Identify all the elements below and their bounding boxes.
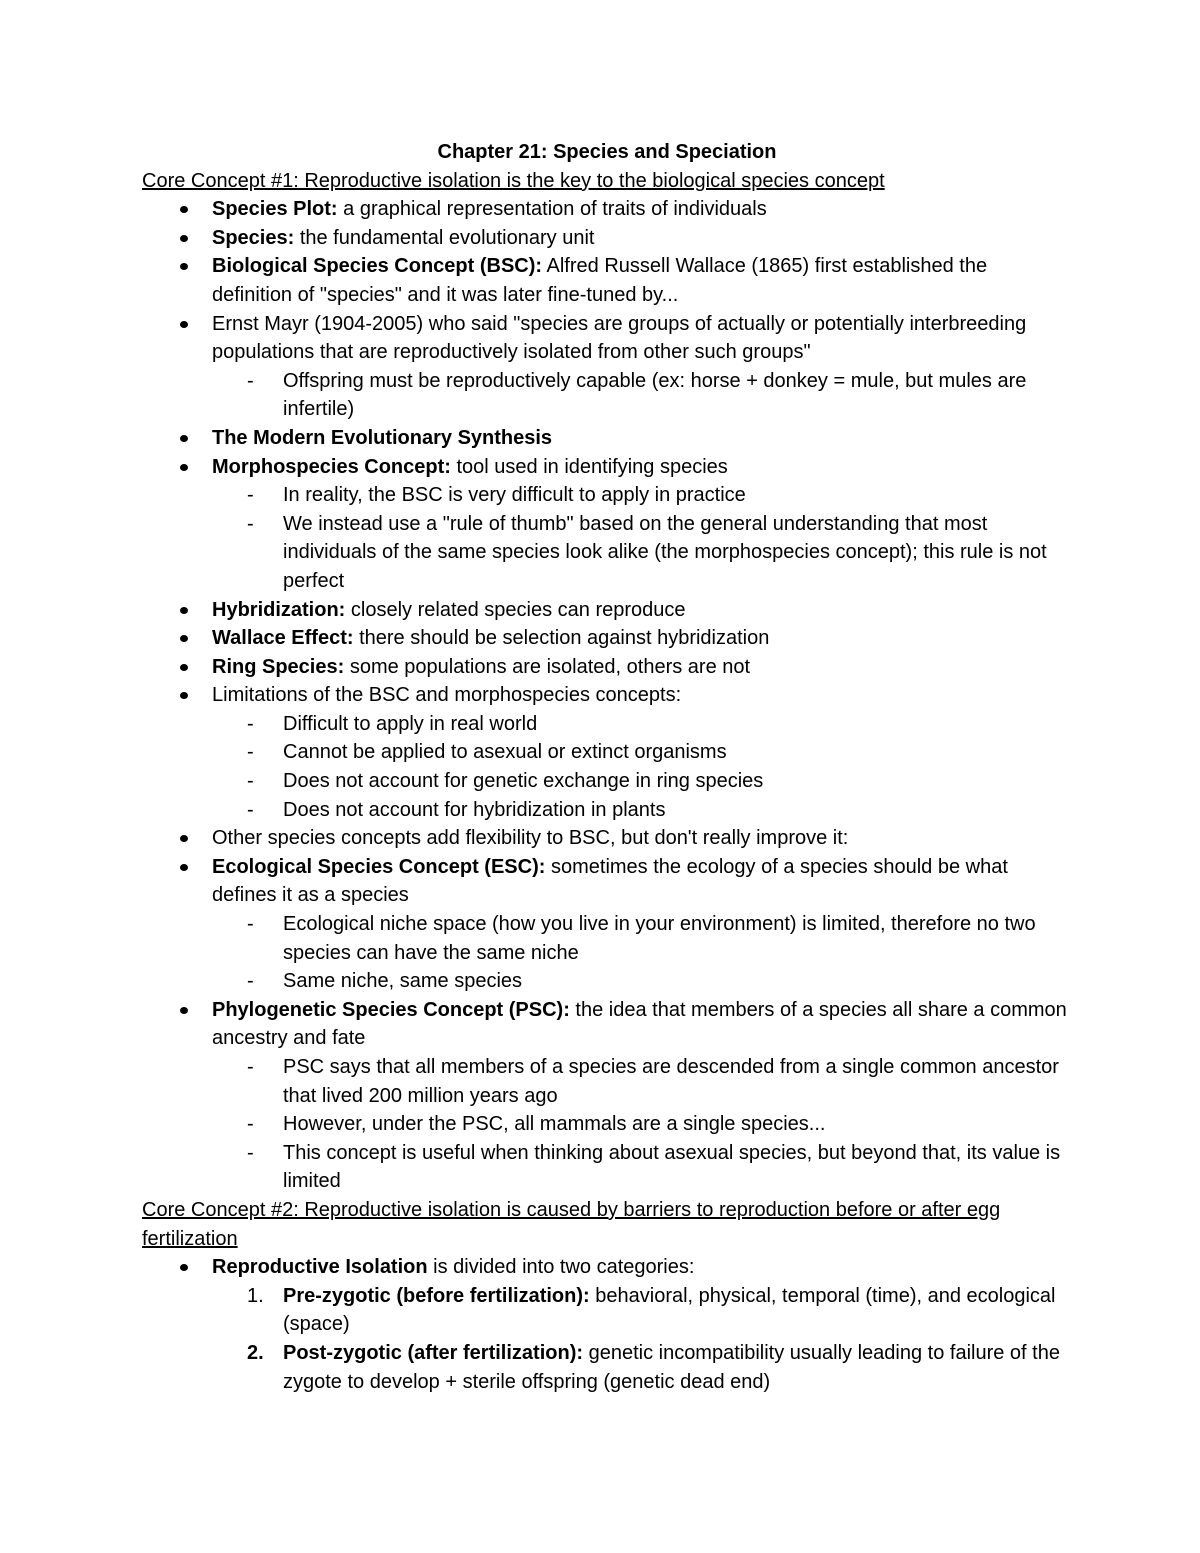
definition: a graphical representation of traits of individuals — [337, 198, 767, 221]
list-item — [212, 853, 1072, 996]
term: Morphospecies Concept: — [212, 455, 451, 478]
term: Hybridization: — [212, 598, 346, 621]
term: Ring Species: — [212, 655, 345, 678]
item-number: 2. — [247, 1341, 264, 1364]
numbered-item — [247, 1339, 1072, 1396]
sub-list-item: - We instead use a "rule of thumb" based on the general understanding that most individuals of the same species look alike (the morphospecies concept); this rule is not perfect — [283, 510, 1072, 596]
term: Wallace Effect: — [212, 627, 354, 650]
core-concept-1-heading: Core Concept #1: Reproductive isolation is the key to the biological species concept — [142, 169, 885, 192]
sub-list-item: - In reality, the BSC is very difficult to apply in practice — [283, 481, 1072, 510]
definition: is divided into two categories: — [427, 1256, 695, 1279]
list-item — [212, 681, 1072, 824]
sub-list-item: - Ecological niche space (how you live in your environment) is limited, therefore no two species can have the same niche — [283, 910, 1072, 967]
list-item — [212, 1253, 1072, 1396]
definition: tool used in identifying species — [450, 455, 728, 478]
sub-list-item: - Does not account for genetic exchange in ring species — [283, 767, 1072, 796]
numbered-item — [247, 1282, 1072, 1339]
definition: Other species concepts add flexibility to BSC, but don't really improve it: — [212, 827, 849, 850]
term: Post-zygotic (after fertilization): — [283, 1341, 584, 1364]
numbered-list — [212, 1282, 1072, 1396]
list-item — [212, 996, 1072, 1196]
term: The Modern Evolutionary Synthesis — [212, 426, 553, 449]
list-item — [212, 224, 1072, 253]
sub-list-item: - Difficult to apply in real world — [283, 710, 1072, 739]
list-item — [212, 424, 1072, 453]
sub-list — [212, 367, 1072, 424]
sub-list — [212, 481, 1072, 595]
definition: some populations are isolated, others are not — [344, 655, 751, 678]
definition: closely related species can reproduce — [345, 598, 686, 621]
list-item — [212, 653, 1072, 682]
core-concept-2-heading: Core Concept #2: Reproductive isolation is caused by barriers to reproduction before or after egg fertilization — [142, 1198, 1001, 1250]
list-item — [212, 195, 1072, 224]
definition: genetic incompatibility usually leading to failure of the zygote to develop + sterile offspring (genetic dead end) — [283, 1341, 1060, 1393]
term: Species Plot: — [212, 198, 338, 221]
term: Ecological Species Concept (ESC): — [212, 855, 546, 878]
sub-list-item: - Offspring must be reproductively capable (ex: horse + donkey = mule, but mules are infertile) — [283, 367, 1072, 424]
definition: there should be selection against hybridization — [353, 627, 770, 650]
document-page — [142, 138, 1072, 1396]
core-concept-1-list — [142, 195, 1072, 1196]
term: Pre-zygotic (before fertilization): — [283, 1284, 590, 1307]
term: Reproductive Isolation — [212, 1256, 428, 1279]
list-item — [212, 453, 1072, 596]
list-item — [212, 310, 1072, 424]
sub-list-item: - This concept is useful when thinking about asexual species, but beyond that, its value is limited — [283, 1139, 1072, 1196]
list-item — [212, 824, 1072, 853]
sub-list-item: - However, under the PSC, all mammals are a single species... — [283, 1110, 1072, 1139]
definition: Alfred Russell Wallace (1865) first established the definition of "species" and it was later fine-tuned by... — [212, 255, 988, 306]
list-item — [212, 252, 1072, 309]
definition: the fundamental evolutionary unit — [294, 226, 595, 249]
sub-list-item: - Does not account for hybridization in plants — [283, 796, 1072, 825]
definition: behavioral, physical, temporal (time), and ecological (space) — [283, 1284, 1056, 1336]
sub-list — [212, 710, 1072, 824]
page-title: Chapter 21: Species and Speciation — [437, 141, 777, 163]
list-item — [212, 624, 1072, 653]
core-concept-2-list — [142, 1253, 1072, 1396]
definition: the idea that members of a species all share a common ancestry and fate — [212, 998, 1067, 1050]
list-item — [212, 596, 1072, 625]
item-number: 1. — [247, 1284, 264, 1307]
sub-list-item: - Cannot be applied to asexual or extinct organisms — [283, 738, 1072, 767]
definition: sometimes the ecology of a species should be what defines it as a species — [212, 855, 1008, 907]
sub-list-item: - PSC says that all members of a species are descended from a single common ancestor that lived 200 million years ago — [283, 1053, 1072, 1110]
sub-list — [212, 1053, 1072, 1196]
term: Species: — [212, 226, 295, 249]
sub-list-item: - Same niche, same species — [283, 967, 1072, 996]
definition: Ernst Mayr (1904-2005) who said "species are groups of actually or potentially interbreeding populations that are reproductively isolated from other such groups" — [212, 312, 1027, 364]
term: Phylogenetic Species Concept (PSC): — [212, 998, 570, 1021]
term: Biological Species Concept (BSC): — [212, 255, 543, 278]
definition: Limitations of the BSC and morphospecies concepts: — [212, 684, 682, 707]
sub-list — [212, 910, 1072, 996]
